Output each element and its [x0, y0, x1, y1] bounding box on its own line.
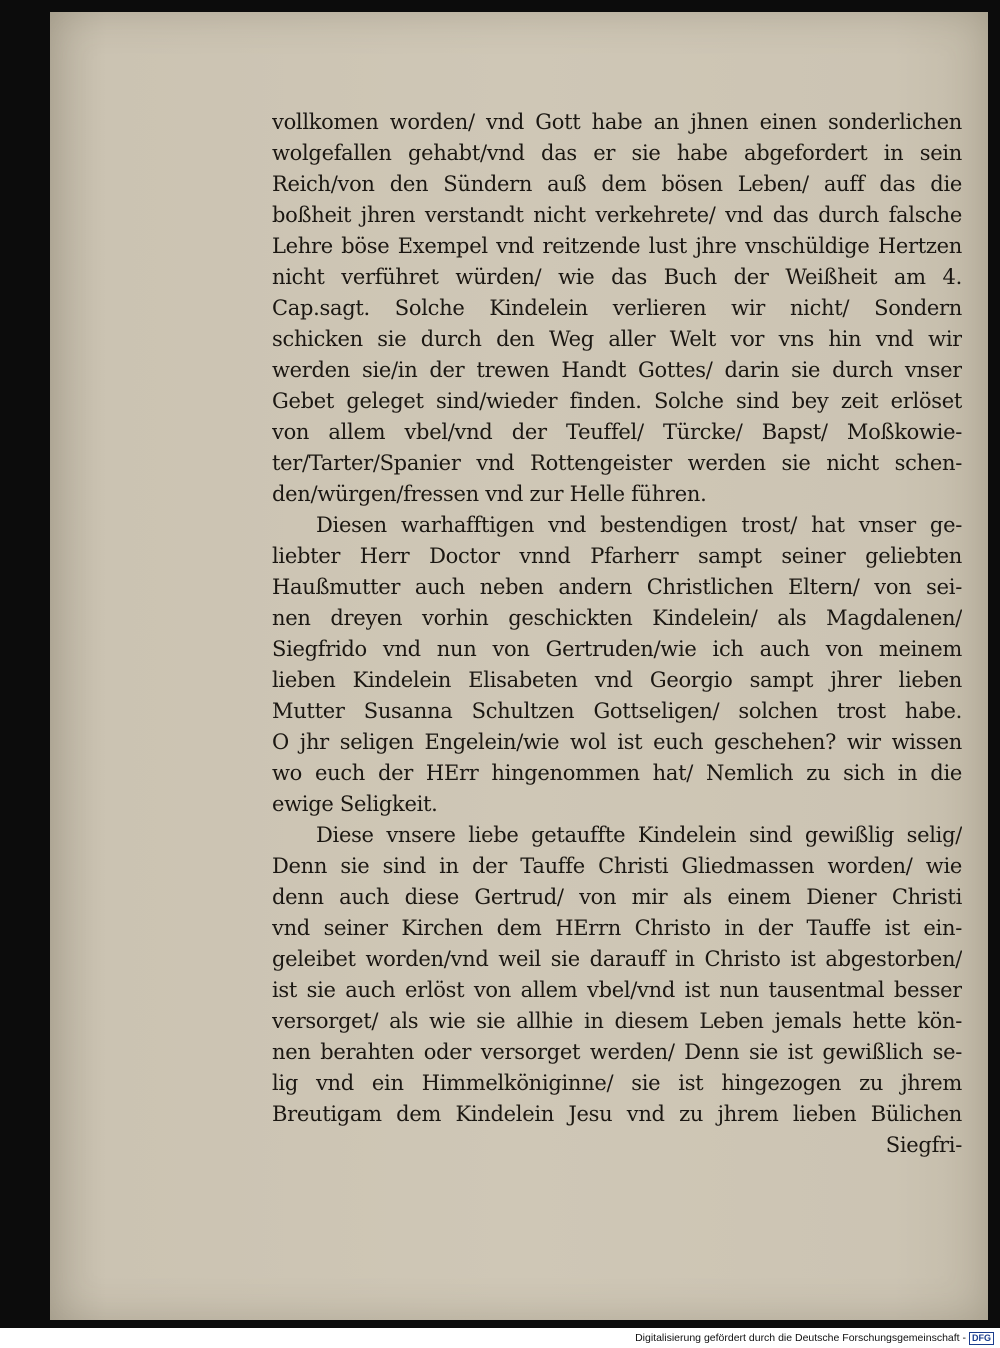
text-line: werden sie/in der trewen Handt Gottes/ darin sie durch vnser: [272, 358, 962, 382]
text-line: vnd seiner Kirchen dem HErrn Christo in der Tauffe ist ein-: [272, 916, 962, 940]
funding-credit-text: Digitalisierung gefördert durch die Deutsche Forschungsgemeinschaft -: [635, 1332, 966, 1344]
text-line: Lehre böse Exempel vnd reitzende lust jhre vnschüldige Hertzen: [272, 234, 962, 258]
paragraph-start-line: Diesen warhafftigen vnd bestendigen trost/ hat vnser ge-: [316, 513, 962, 537]
text-line: boßheit jhren verstandt nicht verkehrete/ vnd das durch falsche: [272, 203, 962, 227]
text-line: liebter Herr Doctor vnnd Pfarherr sampt seiner geliebten: [272, 544, 962, 568]
text-line: wolgefallen gehabt/vnd das er sie habe abgefordert in sein: [272, 141, 962, 165]
text-line: denn auch diese Gertrud/ von mir als einem Diener Christi: [272, 885, 962, 909]
text-line: geleibet worden/vnd weil sie darauff in Christo ist abgestorben/: [272, 947, 962, 971]
text-line: nicht verführet würden/ wie das Buch der Weißheit am 4.: [272, 265, 962, 289]
text-line: den/würgen/fressen vnd zur Helle führen.: [272, 482, 707, 506]
text-line: lieben Kindelein Elisabeten vnd Georgio sampt jhrer lieben: [272, 668, 962, 692]
text-line: O jhr seligen Engelein/wie wol ist euch geschehen? wir wissen: [272, 730, 962, 754]
text-line: Reich/von den Sündern auß dem bösen Leben/ auff das die: [272, 172, 962, 196]
text-line: nen dreyen vorhin geschickten Kindelein/ als Magdalenen/: [272, 606, 962, 630]
text-line: Gebet geleget sind/wieder finden. Solche sind bey zeit erlöset: [272, 389, 962, 413]
text-line: ter/Tarter/Spanier vnd Rottengeister werden sie nicht schen-: [272, 451, 962, 475]
scanned-page: [50, 12, 988, 1320]
text-line: versorget/ als wie sie allhie in diesem Leben jemals hette kön-: [272, 1009, 962, 1033]
text-line: Haußmutter auch neben andern Christlichen Eltern/ von sei-: [272, 575, 962, 599]
dfg-logo-icon[interactable]: DFG: [969, 1332, 994, 1345]
text-line: ist sie auch erlöst von allem vbel/vnd ist nun tausentmal besser: [272, 978, 962, 1002]
text-line: wo euch der HErr hingenommen hat/ Nemlich zu sich in die: [272, 761, 962, 785]
text-line: lig vnd ein Himmelköniginne/ sie ist hingezogen zu jhrem: [272, 1071, 962, 1095]
paragraph-start-line: Diese vnsere liebe getauffte Kindelein sind gewißlig selig/: [316, 823, 962, 847]
text-line: vollkomen worden/ vnd Gott habe an jhnen einen sonderlichen: [272, 110, 962, 134]
text-line: Denn sie sind in der Tauffe Christi Gliedmassen worden/ wie: [272, 854, 962, 878]
catchword: Siegfri-: [885, 1133, 962, 1157]
page-text: [272, 107, 962, 1161]
text-line: Breutigam dem Kindelein Jesu vnd zu jhrem lieben Bülichen: [272, 1102, 962, 1126]
funding-footer: [635, 1330, 994, 1346]
text-line: Mutter Susanna Schultzen Gottseligen/ solchen trost habe.: [272, 699, 962, 723]
text-line: schicken sie durch den Weg aller Welt vor vns hin vnd wir: [272, 327, 962, 351]
text-line: ewige Seligkeit.: [272, 792, 438, 816]
text-line: Cap.sagt. Solche Kindelein verlieren wir nicht/ Sondern: [272, 296, 962, 320]
text-line: von allem vbel/vnd der Teuffel/ Türcke/ Bapst/ Moßkowie-: [272, 420, 962, 444]
text-line: Siegfrido vnd nun von Gertruden/wie ich auch von meinem: [272, 637, 962, 661]
text-line: nen berahten oder versorget werden/ Denn sie ist gewißlich se-: [272, 1040, 962, 1064]
